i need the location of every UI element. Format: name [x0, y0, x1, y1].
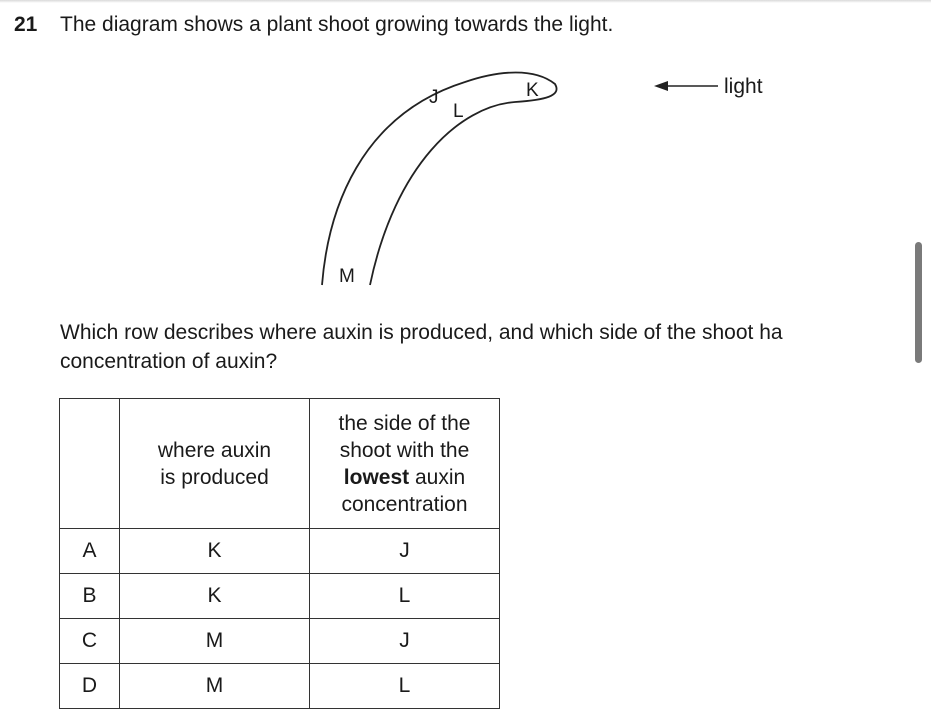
label-m: M [339, 266, 355, 287]
header-col2-line4: concentration [341, 492, 468, 516]
header-col2-line3 [310, 464, 499, 491]
header-where-produced [120, 399, 310, 529]
answer-table [59, 398, 500, 709]
row-lowest: J [310, 529, 500, 574]
row-letter: A [60, 529, 120, 574]
row-lowest: J [310, 619, 500, 664]
table-row [60, 529, 500, 574]
question-text-line1: Which row describes where auxin is produced, and which side of the shoot ha [60, 321, 783, 344]
label-j: J [429, 87, 439, 108]
top-border [0, 0, 931, 3]
row-produced: K [120, 574, 310, 619]
row-produced: M [120, 664, 310, 709]
label-l: L [453, 101, 464, 122]
row-lowest: L [310, 574, 500, 619]
question-intro: The diagram shows a plant shoot growing towards the light. [60, 13, 614, 36]
plant-shoot-diagram [300, 60, 820, 300]
scrollbar-thumb[interactable] [915, 242, 922, 363]
light-arrow-head [654, 81, 668, 91]
label-light: light [724, 75, 763, 98]
question-text-line2: concentration of auxin? [60, 350, 278, 373]
shoot-outline [322, 73, 557, 286]
table-row [60, 664, 500, 709]
header-col1-line1: where auxin [157, 438, 272, 462]
header-col1-line2: is produced [160, 465, 269, 489]
row-letter: D [60, 664, 120, 709]
table-header-row [60, 399, 500, 529]
question-number: 21 [14, 13, 38, 36]
row-produced: M [120, 619, 310, 664]
row-letter: B [60, 574, 120, 619]
header-empty-cell [60, 399, 120, 529]
row-letter: C [60, 619, 120, 664]
question-text [60, 318, 931, 376]
header-col2-bold: lowest [343, 465, 410, 489]
header-col2-line2: shoot with the [339, 438, 470, 462]
header-lowest-side [310, 399, 500, 529]
header-col2-line1: the side of the [338, 411, 471, 435]
row-lowest: L [310, 664, 500, 709]
table-row [60, 619, 500, 664]
row-produced: K [120, 529, 310, 574]
table-row [60, 574, 500, 619]
header-col2-line3-rest: auxin [409, 465, 466, 489]
label-k: K [526, 80, 539, 101]
